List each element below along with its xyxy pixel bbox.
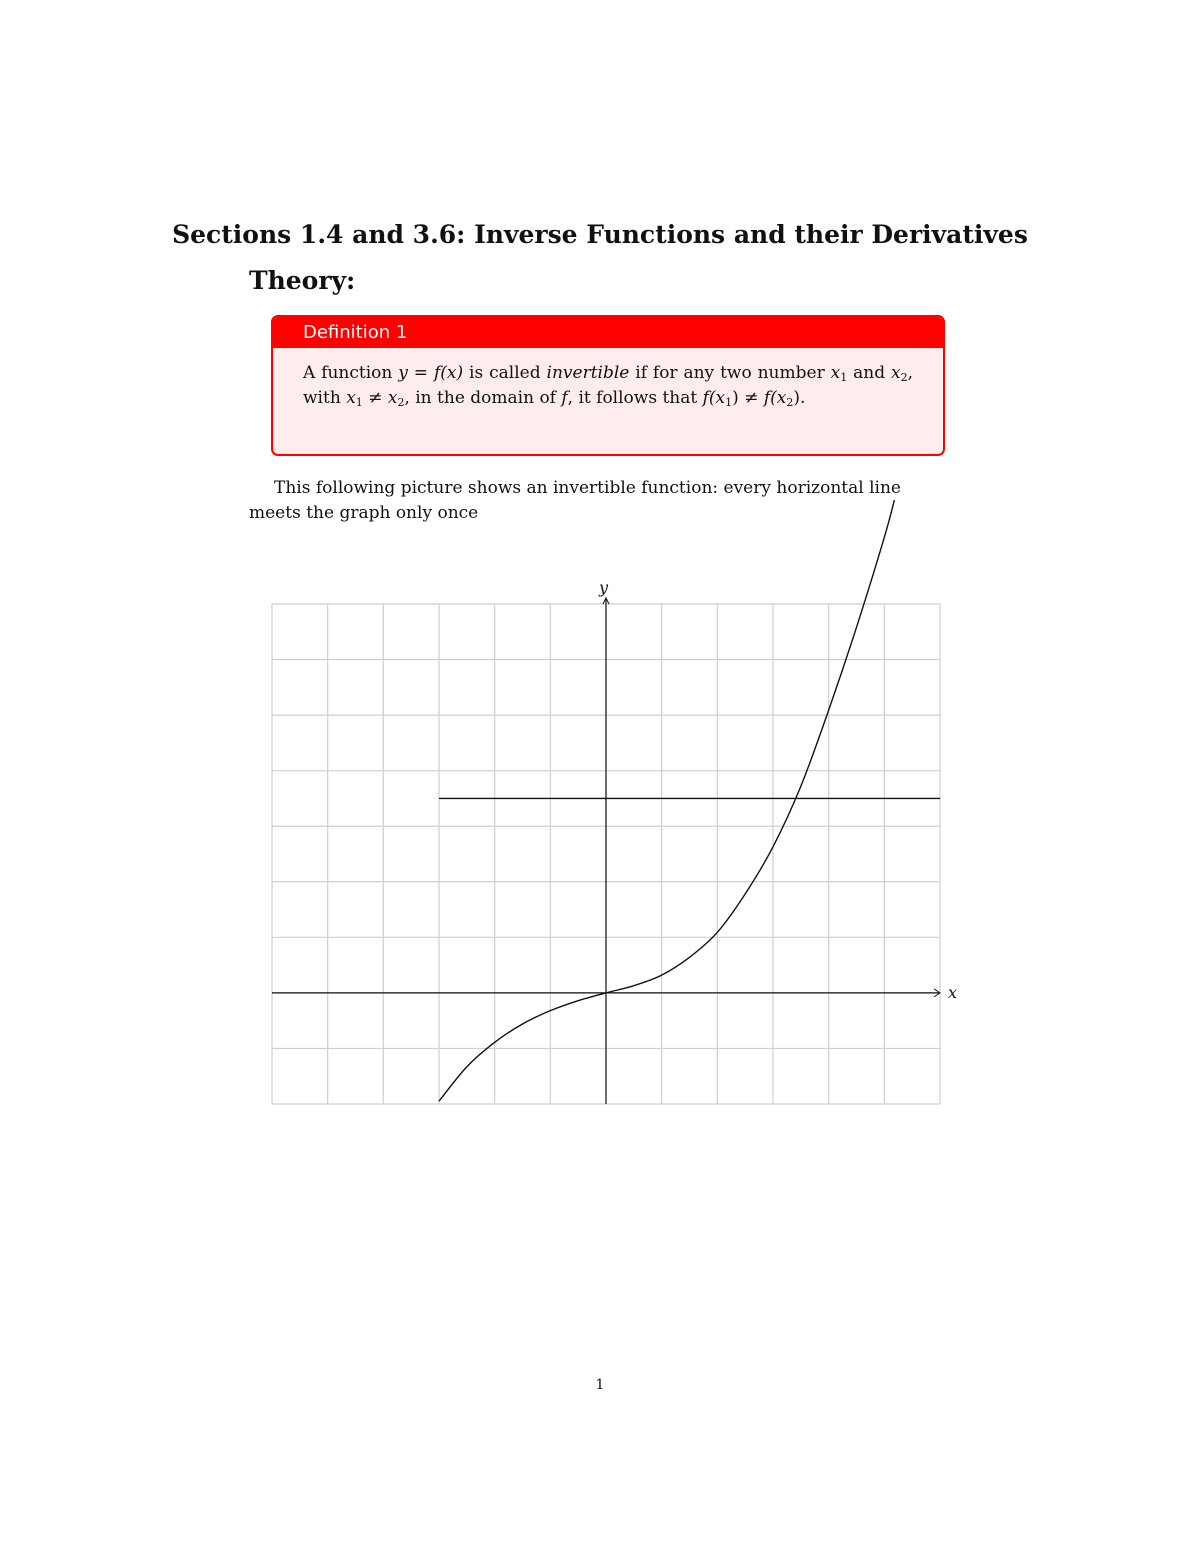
math-f-x1: f(x (702, 388, 726, 408)
paragraph-line: meets the graph only once (249, 503, 479, 523)
subscript: 2 (786, 396, 794, 409)
y-axis-label: y (599, 578, 609, 597)
emphasis-invertible: invertible (546, 363, 630, 383)
subscript: 1 (725, 396, 733, 409)
subscript: 2 (397, 396, 405, 409)
def-text: is called (463, 363, 547, 383)
def-text: = (407, 363, 434, 383)
math-x: x (830, 363, 841, 383)
def-text: ). (793, 388, 806, 408)
subscript: 1 (840, 371, 848, 384)
subscript: 1 (355, 396, 363, 409)
math-x: x (346, 388, 356, 408)
math-y: y (398, 363, 408, 383)
math-x: x (387, 388, 398, 408)
def-text: ≠ (362, 388, 388, 408)
def-text: A function (303, 363, 399, 383)
def-text: and (847, 363, 891, 383)
def-text: , it follows that (567, 388, 703, 408)
def-text: if for any two number (629, 363, 831, 383)
page-number: 1 (595, 1377, 605, 1393)
axes (272, 598, 940, 1104)
section-heading: Theory: (249, 266, 356, 295)
def-text: ) ≠ (732, 388, 764, 408)
def-text: , in the domain of (404, 388, 562, 408)
subscript: 2 (900, 371, 908, 384)
math-f: f (561, 388, 568, 408)
page-title: Sections 1.4 and 3.6: Inverse Functions and their Derivatives (172, 220, 1028, 249)
math-f-x2: f(x (763, 388, 787, 408)
definition-heading: Definition 1 (273, 317, 943, 348)
math-x: x (891, 363, 901, 383)
x-axis-label: x (948, 983, 958, 1002)
paragraph-line: This following picture shows an invertible function: every horizontal line (274, 478, 901, 498)
math-fx: f(x) (433, 363, 464, 383)
def-text: , with (303, 363, 913, 408)
